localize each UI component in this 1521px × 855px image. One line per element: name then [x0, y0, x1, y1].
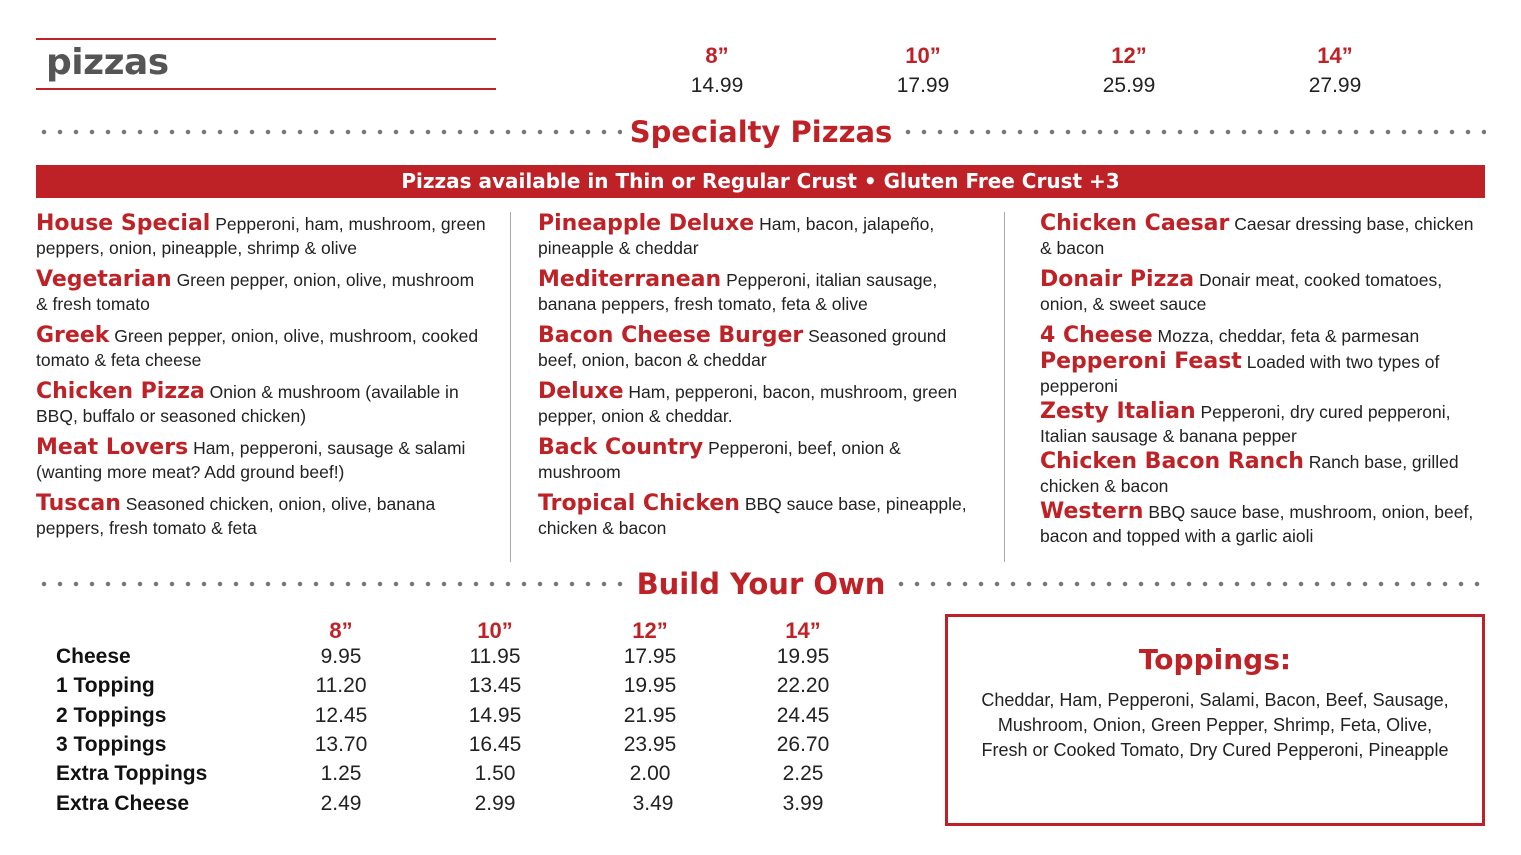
- byo-price: 1.25: [320, 762, 362, 785]
- byo-row-label: Cheese: [56, 645, 131, 668]
- toppings-box: [945, 614, 1485, 826]
- byo-price: 13.70: [314, 733, 368, 756]
- pizza-item: [36, 268, 486, 316]
- byo-price: 11.95: [469, 645, 521, 668]
- byo-size-12: 12”: [632, 618, 668, 643]
- size-label: 12”: [1111, 43, 1147, 68]
- pizza-desc: Seasoned chicken, onion, olive, banana peppers, fresh tomato & feta: [36, 494, 436, 538]
- pizza-item: [36, 324, 486, 372]
- byo-price: 2.25: [782, 762, 824, 785]
- pizza-column-2: [538, 212, 988, 548]
- build-divider: [36, 564, 1486, 604]
- pizza-desc: Pepperoni, dry cured pepperoni, Italian sausage & banana pepper: [1040, 402, 1451, 446]
- pizza-item: [36, 380, 486, 428]
- byo-row-extra-toppings: [56, 762, 856, 791]
- specialty-heading: Specialty Pizzas: [629, 115, 893, 149]
- pizza-name: Zesty Italian: [1040, 399, 1196, 424]
- byo-price: 12.45: [314, 704, 368, 727]
- byo-row-label: 1 Topping: [56, 674, 155, 697]
- pizza-desc: Loaded with two types of pepperoni: [1040, 352, 1440, 396]
- pizza-name: Chicken Pizza: [36, 379, 205, 404]
- byo-price: 23.95: [623, 733, 677, 756]
- dotted-rule: [900, 129, 1486, 135]
- pizza-item: [1040, 212, 1490, 260]
- build-heading: Build Your Own: [636, 567, 886, 601]
- pizza-item: [538, 492, 988, 540]
- pizza-desc: Pepperoni, beef, onion & mushroom: [538, 438, 901, 482]
- pizza-item: [1040, 350, 1490, 398]
- pizza-name: Mediterranean: [538, 267, 722, 292]
- pizza-item: [1040, 450, 1490, 498]
- size-label: 8”: [705, 43, 729, 68]
- pizza-item: [36, 492, 486, 540]
- price-value: 25.99: [1102, 74, 1156, 97]
- pizza-column-3: [1040, 212, 1490, 550]
- pizza-name: Pepperoni Feast: [1040, 349, 1242, 374]
- size-label: 14”: [1317, 43, 1353, 68]
- pizza-desc: BBQ sauce base, pineapple, chicken & bacon: [538, 494, 967, 538]
- pizza-desc: Ham, pepperoni, sausage & salami (wanting more meat? Add ground beef!): [36, 438, 466, 482]
- size-label: 10”: [905, 43, 941, 68]
- pizza-desc: Ranch base, grilled chicken & bacon: [1040, 452, 1459, 496]
- byo-price: 11.20: [315, 674, 367, 697]
- pizza-item: [538, 268, 988, 316]
- byo-price: 1.50: [474, 762, 516, 785]
- byo-row-2-toppings: [56, 704, 856, 733]
- page-title: pizzas: [46, 42, 169, 83]
- header-price-10: [853, 42, 993, 102]
- pizza-name: House Special: [36, 211, 211, 236]
- pizza-name: Tuscan: [36, 491, 121, 516]
- pizza-item: [1040, 400, 1490, 448]
- pizza-item: [538, 324, 988, 372]
- price-value: 14.99: [690, 74, 744, 97]
- byo-price: 2.00: [629, 762, 671, 785]
- pizza-name: Chicken Caesar: [1040, 211, 1230, 236]
- header-price-12: [1059, 42, 1199, 102]
- byo-price: 22.20: [776, 674, 830, 697]
- byo-price: 2.49: [320, 792, 362, 815]
- byo-price: 24.45: [776, 704, 830, 727]
- byo-price: 9.95: [320, 645, 362, 668]
- pizza-desc: Pepperoni, ham, mushroom, green peppers, onion, pineapple, shrimp & olive: [36, 214, 486, 258]
- pizza-desc: Seasoned ground beef, onion, bacon & cheddar: [538, 326, 947, 370]
- pizza-name: 4 Cheese: [1040, 323, 1153, 348]
- header-price-14: [1265, 42, 1405, 102]
- toppings-heading: Toppings:: [1138, 643, 1292, 676]
- pizza-name: Donair Pizza: [1040, 267, 1195, 292]
- pizza-desc: Ham, bacon, jalapeño, pineapple & cheddar: [538, 214, 935, 258]
- pizza-desc: Onion & mushroom (available in BBQ, buffalo or seasoned chicken): [36, 382, 459, 426]
- byo-size-8: 8”: [329, 618, 353, 643]
- byo-price: 26.70: [776, 733, 830, 756]
- byo-row-1-topping: [56, 674, 856, 703]
- pizza-name: Back Country: [538, 435, 704, 460]
- byo-row-label: 3 Toppings: [56, 733, 167, 756]
- crust-banner: Pizzas available in Thin or Regular Crust • Gluten Free Crust +3: [36, 165, 1485, 198]
- pizza-item: [538, 380, 988, 428]
- pizza-name: Tropical Chicken: [538, 491, 740, 516]
- byo-size-14: 14”: [785, 618, 821, 643]
- title-top-rule: [36, 38, 496, 40]
- pizza-item: [1040, 500, 1490, 548]
- byo-price: 3.99: [782, 792, 824, 815]
- price-value: 27.99: [1308, 74, 1362, 97]
- specialty-divider: [36, 112, 1486, 152]
- pizza-name: Pineapple Deluxe: [538, 211, 755, 236]
- pizza-name: Western: [1040, 499, 1144, 524]
- byo-row-label: Extra Toppings: [56, 762, 208, 785]
- pizza-item: [36, 436, 486, 484]
- byo-row-label: 2 Toppings: [56, 704, 167, 727]
- pizza-desc: Green pepper, onion, olive, mushroom & fresh tomato: [36, 270, 475, 314]
- byo-price: 14.95: [468, 704, 522, 727]
- pizza-item: [1040, 324, 1490, 348]
- price-value: 17.99: [896, 74, 950, 97]
- pizza-name: Chicken Bacon Ranch: [1040, 449, 1304, 474]
- pizza-desc: Donair meat, cooked tomatoes, onion, & sweet sauce: [1040, 270, 1443, 314]
- pizza-desc: BBQ sauce base, mushroom, onion, beef, bacon and topped with a garlic aioli: [1040, 502, 1474, 546]
- byo-row-label: Extra Cheese: [56, 792, 190, 815]
- dotted-rule: [36, 581, 629, 587]
- byo-price: 16.45: [468, 733, 522, 756]
- pizza-name: Meat Lovers: [36, 435, 189, 460]
- pizza-name: Deluxe: [538, 379, 624, 404]
- pizza-column-1: [36, 212, 486, 548]
- byo-size-10: 10”: [477, 618, 513, 643]
- pizza-item: [36, 212, 486, 260]
- column-separator: [1004, 212, 1005, 562]
- pizza-desc: Green pepper, onion, olive, mushroom, cooked tomato & feta cheese: [36, 326, 479, 370]
- byo-price: 21.95: [623, 704, 677, 727]
- title-bottom-rule: [36, 88, 496, 90]
- byo-row-cheese: [56, 645, 856, 674]
- dotted-rule: [893, 581, 1486, 587]
- pizza-desc: Pepperoni, italian sausage, banana peppers, fresh tomato, feta & olive: [538, 270, 938, 314]
- pizza-name: Vegetarian: [36, 267, 172, 292]
- byo-price: 17.95: [623, 645, 677, 668]
- byo-price: 19.95: [623, 674, 677, 697]
- column-separator: [510, 212, 511, 562]
- byo-price: 3.49: [632, 792, 674, 815]
- pizza-item: [538, 212, 988, 260]
- byo-price: 2.99: [474, 792, 516, 815]
- pizza-name: Greek: [36, 323, 110, 348]
- byo-price: 19.95: [776, 645, 830, 668]
- byo-row-extra-cheese: [56, 792, 856, 821]
- byo-price: 13.45: [468, 674, 522, 697]
- toppings-list: Cheddar, Ham, Pepperoni, Salami, Bacon, Beef, Sausage, Mushroom, Onion, Green Pepper, Shrimp, Feta, Olive, Fresh or Cooked Tomato, Dry Cured Pepperoni, Pineapple: [981, 690, 1449, 760]
- pizza-item: [538, 436, 988, 484]
- dotted-rule: [36, 129, 622, 135]
- pizza-desc: Caesar dressing base, chicken & bacon: [1040, 214, 1474, 258]
- byo-row-3-toppings: [56, 733, 856, 762]
- pizza-item: [1040, 268, 1490, 316]
- header-price-8: [647, 42, 787, 102]
- pizza-desc: Ham, pepperoni, bacon, mushroom, green pepper, onion & cheddar.: [538, 382, 958, 426]
- pizza-desc: Mozza, cheddar, feta & parmesan: [1157, 326, 1420, 346]
- pizza-name: Bacon Cheese Burger: [538, 323, 804, 348]
